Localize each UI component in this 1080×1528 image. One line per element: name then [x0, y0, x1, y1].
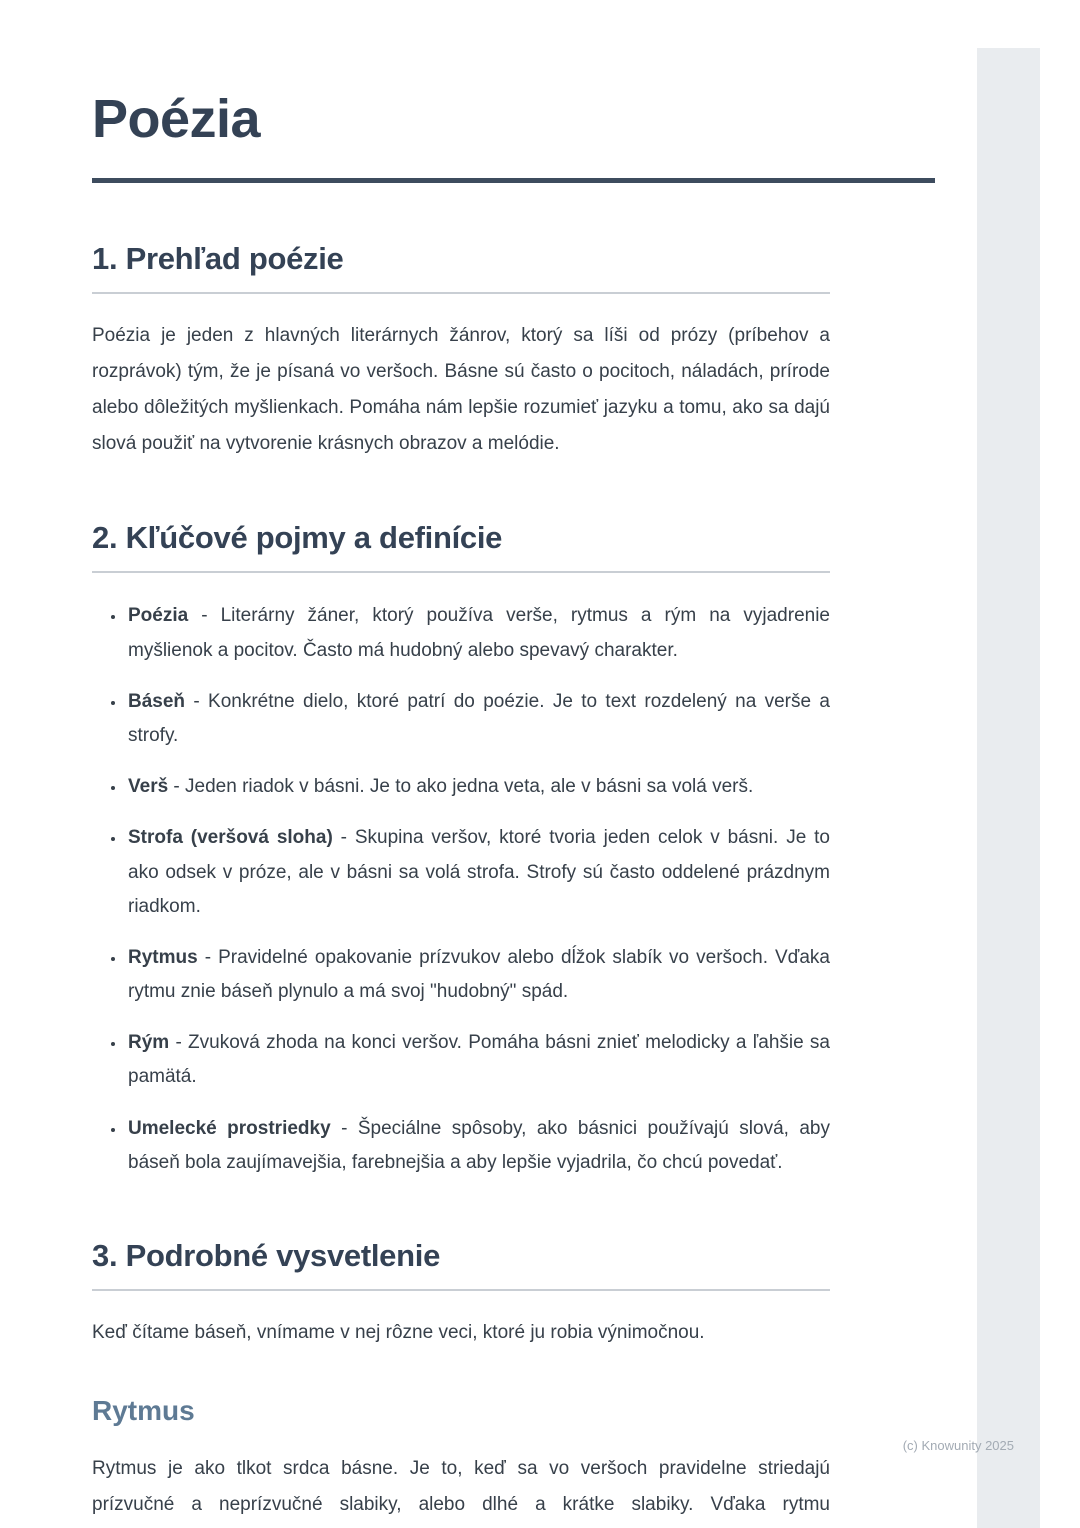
page-title: Poézia	[92, 89, 261, 149]
term-text: - Pravidelné opakovanie prízvukov alebo dĺžok slabík vo veršoch. Vďaka rytmu znie báseň plynulo a má svoj "hudobný" spád.	[128, 946, 830, 1003]
term-label: Báseň	[128, 690, 186, 712]
term-text: - Konkrétne dielo, ktoré patrí do poézie. Je to text rozdelený na verše a strofy.	[128, 690, 830, 746]
list-item	[126, 941, 830, 1009]
term-label: Strofa (veršová sloha)	[128, 827, 333, 849]
term-text: - Jeden riadok v básni. Je to ako jedna veta, ale v básni sa volá verš.	[168, 776, 754, 798]
term-label: Umelecké prostriedky	[128, 1117, 331, 1139]
term-label: Rytmus	[128, 946, 198, 968]
list-item	[126, 685, 830, 753]
section-overview	[92, 241, 940, 462]
section-heading-key-terms: 2. Kľúčové pojmy a definície	[92, 520, 503, 556]
paragraph-rytmus: Rytmus je ako tlkot srdca básne. Je to, keď sa vo veršoch pravidelne striedajú prízvučné a neprízvučné slabiky, alebo dlhé a krátke slabiky. Vďaka rytmu	[92, 1458, 830, 1516]
term-label: Rým	[128, 1032, 170, 1054]
term-label: Poézia	[128, 605, 189, 627]
list-item	[126, 1112, 830, 1180]
watermark: (c) Knowunity 2025	[902, 1438, 1014, 1453]
section-divider	[92, 1289, 830, 1291]
subsection-heading-rytmus: Rytmus	[92, 1395, 195, 1427]
section-divider	[92, 571, 830, 573]
list-item	[126, 821, 830, 924]
section-explanation	[92, 1238, 940, 1523]
list-item	[126, 770, 830, 804]
term-text: - Zvuková zhoda na konci veršov. Pomáha básni znieť melodicky a ľahšie sa pamätá.	[128, 1032, 830, 1088]
list-item	[126, 599, 830, 667]
list-item	[126, 1026, 830, 1094]
term-text: - Skupina veršov, ktoré tvoria jeden celok v básni. Je to ako odsek v próze, ale v básni sa volá strofa. Strofy sú často oddelené prázdnym riadkom.	[128, 827, 830, 917]
section-divider	[92, 292, 830, 294]
paragraph-overview: Poézia je jeden z hlavných literárnych žánrov, ktorý sa líši od prózy (príbehov a rozprávok) tým, že je písaná vo veršoch. Básne sú často o pocitoch, náladách, prírode alebo dôležitých myšlienkach. Pomáha nám lepšie rozumieť jazyku a tomu, ako sa dajú slová použiť na vytvorenie krásnych obrazov a melódie.	[92, 325, 830, 455]
paragraph-explanation-intro: Keď čítame báseň, vnímame v nej rôzne veci, ktoré ju robia výnimočnou.	[92, 1322, 705, 1343]
term-text: - Špeciálne spôsoby, ako básnici používajú slová, aby báseň bola zaujímavejšia, farebnejšia a aby lepšie vyjadrila, čo chcú povedať.	[128, 1117, 830, 1173]
term-text: - Literárny žáner, ktorý používa verše, rytmus a rým na vyjadrenie myšlienok a pocitov. Často má hudobný alebo spevavý charakter.	[128, 605, 830, 661]
section-heading-overview: 1. Prehľad poézie	[92, 241, 344, 276]
section-key-terms	[92, 520, 940, 1180]
title-divider	[92, 178, 935, 183]
section-heading-explanation: 3. Podrobné vysvetlenie	[92, 1238, 441, 1273]
term-label: Verš	[128, 776, 169, 798]
term-list	[92, 599, 830, 1180]
page-edge-strip	[977, 48, 1040, 1528]
